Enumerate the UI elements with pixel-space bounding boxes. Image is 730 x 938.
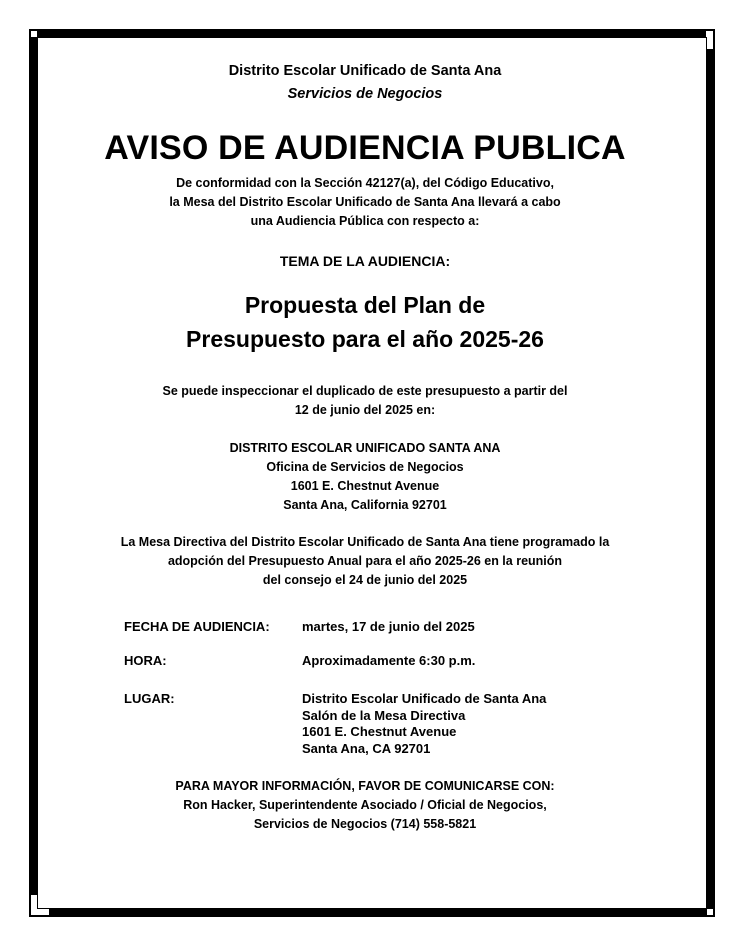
hearing-place-value [302,691,602,757]
hearing-topic [40,288,690,356]
frame-shadow-left [29,37,37,895]
contact-line: PARA MAYOR INFORMACIÓN, FAVOR DE COMUNICARSE CON: [175,779,555,793]
adoption-paragraph [40,533,690,590]
adoption-line: del consejo el 24 de junio del 2025 [262,573,468,587]
place-line: Salón de la Mesa Directiva [302,707,466,723]
contact-block [40,777,690,834]
hearing-date-value: martes, 17 de junio del 2025 [302,619,475,634]
address-block [40,439,690,515]
topic-label: TEMA DE LA AUDIENCIA: [279,253,451,269]
address-line: DISTRITO ESCOLAR UNIFICADO SANTA ANA [229,441,501,455]
hearing-place-label: LUGAR: [124,691,175,706]
address-line: Oficina de Servicios de Negocios [266,460,464,474]
topic-line: Propuesta del Plan de [244,292,486,318]
contact-line: Ron Hacker, Superintendente Asociado / Oficial de Negocios, [183,798,547,812]
frame-shadow-right [706,49,715,909]
hearing-time-value: Aproximadamente 6:30 p.m. [302,653,476,668]
intro-line: una Audiencia Pública con respecto a: [250,214,480,228]
adoption-line: La Mesa Directiva del Distrito Escolar Unificado de Santa Ana tiene programado la [120,535,610,549]
adoption-line: adopción del Presupuesto Anual para el año 2025-26 en la reunión [167,554,563,568]
intro-paragraph [40,174,690,231]
inspection-line: 12 de junio del 2025 en: [294,403,436,417]
frame-shadow-top [37,29,706,37]
hearing-date-label: FECHA DE AUDIENCIA: [124,619,270,634]
organization-name: Distrito Escolar Unificado de Santa Ana [228,63,502,79]
department-name: Servicios de Negocios [287,86,443,102]
place-line: 1601 E. Chestnut Avenue [302,724,457,739]
address-line: Santa Ana, California 92701 [283,498,447,512]
topic-line: Presupuesto para el año 2025-26 [186,326,544,352]
place-line: Distrito Escolar Unificado de Santa Ana [302,691,547,706]
address-line: 1601 E. Chestnut Avenue [290,479,440,493]
place-line: Santa Ana, CA 92701 [302,740,431,756]
inspection-paragraph [40,382,690,420]
notice-title: AVISO DE AUDIENCIA PUBLICA [104,129,626,167]
contact-line: Servicios de Negocios (714) 558-5821 [253,817,477,831]
intro-line: la Mesa del Distrito Escolar Unificado de Santa Ana llevará a cabo [169,195,561,209]
intro-line: De conformidad con la Sección 42127(a), del Código Educativo, [176,176,554,190]
hearing-time-label: HORA: [124,653,167,668]
frame-shadow-bottom [49,909,707,917]
inspection-line: Se puede inspeccionar el duplicado de este presupuesto a partir del [162,384,568,398]
